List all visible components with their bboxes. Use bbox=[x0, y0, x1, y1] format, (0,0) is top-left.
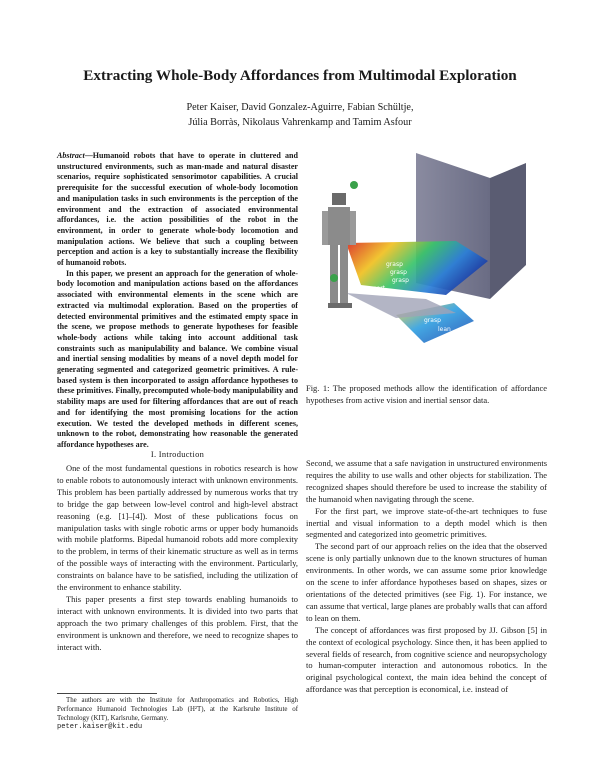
abstract-paragraph-2: In this paper, we present an approach for the generation of whole-body locomotion and manipulation actions based on the affordances associated with environmental elements in the scene which are extracted via multimodal exploration. Based on the properties of detected environmental primitives and the estimated empty space in the scene, we propose methods to generate hypotheses for feasible whole-body actions while taking into account additional task constraints such as manipulability and balance. We combine visual and inertial sensing modalities by means of a novel depth model for generating segmented and categorized geometric primitives. A rule-based system is then incorporated to assign affordance hypotheses to these primitives. Finally, precomputed whole-body manipulability and stability maps are used for filtering affordances that are out of reach and for identifying the most promising locations for the action execution. We tested the developed methods in different scenes, unknown to the robot, demonstrating how reasonable the generated affordance hypotheses are. bbox=[57, 268, 298, 449]
footnote-email[interactable]: peter.kaiser@kit.edu bbox=[57, 723, 143, 732]
figure-label-grasp-1: grasp bbox=[386, 261, 403, 268]
intro-paragraph-1: One of the most fundamental questions in robotics research is how to enable robots to autonomously interact with unknown environments. This problem has been partially addressed by numerous works that try to bridge the gap between low-level control and high-level abstract reasoning (e.g. [1]–[4]). Most of these publications focus on manipulation tasks with single robotic arms or upper body humanoids with mobile platforms. Bipedal humanoid robots add more complexity to the problem, in terms of their kinematic structure as well as in terms of the possible ways of interacting with the environment. Particularly, constraints on balance have to be satisfied, including the utilization of the environment to enhance stability. bbox=[57, 463, 298, 593]
wall-side bbox=[490, 163, 526, 299]
figure-1-caption: Fig. 1: The proposed methods allow the identification of affordance hypotheses from active vision and inertial sensor data. bbox=[306, 383, 547, 405]
figure-1 bbox=[306, 153, 547, 373]
intro-paragraph-2: This paper presents a first step towards enabling humanoids to interact with unknown environments. It is divided into two parts that approach the two primary challenges of this problem. First, that the environment is unknown and therefore, we need to recognize shapes to interact with. bbox=[57, 593, 298, 652]
figure-label-grasp-3: grasp bbox=[392, 277, 409, 284]
paper-title: Extracting Whole-Body Affordances from Multimodal Exploration bbox=[83, 67, 517, 84]
section-heading-introduction: I. Introduction bbox=[150, 449, 205, 459]
abstract-label: Abstract bbox=[57, 151, 85, 160]
footnote-text: The authors are with the Institute for Anthropomatics and Robotics, High Performance Humanoid Technologies Lab (H²T), at the Karlsruhe Institute of Technology (KIT), Karlsruhe, Germany. bbox=[57, 697, 298, 722]
figure-label-support: support bbox=[362, 285, 386, 292]
figure-label-grasp-2: grasp bbox=[390, 269, 407, 276]
floor-plane bbox=[346, 293, 456, 318]
footnote-rule bbox=[57, 693, 157, 694]
abstract-text-1: —Humanoid robots that have to operate in cluttered and unstructured environments, such as man-made and natural disaster scenarios, require sophisticated sensorimotor capabilities. A crucial prerequisite for the successful execution of whole-body locomotion and manipulation tasks in such environments is the perception of the environment and the extraction of associated environmental affordances, i.e. the action possibilities of the robot in the environment, in order to generate whole-body locomotion and manipulation actions. We believe that such a coupling between perception and action is a key to substantially increase the flexibility of humanoid robots. bbox=[57, 151, 298, 268]
author-list bbox=[0, 100, 600, 130]
figure-label-grasp-4: grasp bbox=[424, 317, 441, 324]
footnote bbox=[57, 697, 298, 732]
author-line-1: Peter Kaiser, David Gonzalez-Aguirre, Fabian Schültje, bbox=[186, 102, 414, 113]
humanoid-robot bbox=[322, 181, 358, 308]
right-paragraph-3: The second part of our approach relies on the idea that the observed scene is only partially unknown due to the known structures of human environments. In other words, we can assume some prior knowledge on the scene to infer affordance hypotheses based on shapes, sizes or orientations of the detected primitives (see Fig. 1). For instance, we can assume that vertical, large planes are probably walls that can afford to lean on them. bbox=[306, 541, 547, 623]
right-column-text bbox=[306, 458, 547, 696]
right-paragraph-1: Second, we assume that a safe navigation in unstructured environments requires the ability to use walls and other objects for stabilization. The recognized shapes should therefore be used to increase the stability of the humanoid when navigating through the scene. bbox=[306, 458, 547, 504]
right-paragraph-4: The concept of affordances was first proposed by JJ. Gibson [5] in the context of ecological psychology. Since then, it has been applied to several fields of research, from cognitive science and neuropsychology to human-computer interaction and autonomous robotics. In the original psychological context, the main idea behind the concept of affordance was that perception is economical, i.e. instead of bbox=[306, 624, 547, 695]
abstract-paragraph-1 bbox=[57, 151, 298, 269]
right-paragraph-2: For the first part, we improve state-of-the-art techniques to fuse inertial and visual information to a depth model which is then segmented and categorized into geometric primitives. bbox=[306, 505, 547, 540]
figure-1-render bbox=[306, 153, 547, 373]
introduction-text bbox=[57, 463, 298, 654]
abstract bbox=[57, 151, 298, 451]
author-line-2: Júlia Borràs, Nikolaus Vahrenkamp and Tamim Asfour bbox=[188, 117, 412, 128]
figure-label-lean: lean bbox=[438, 326, 451, 333]
